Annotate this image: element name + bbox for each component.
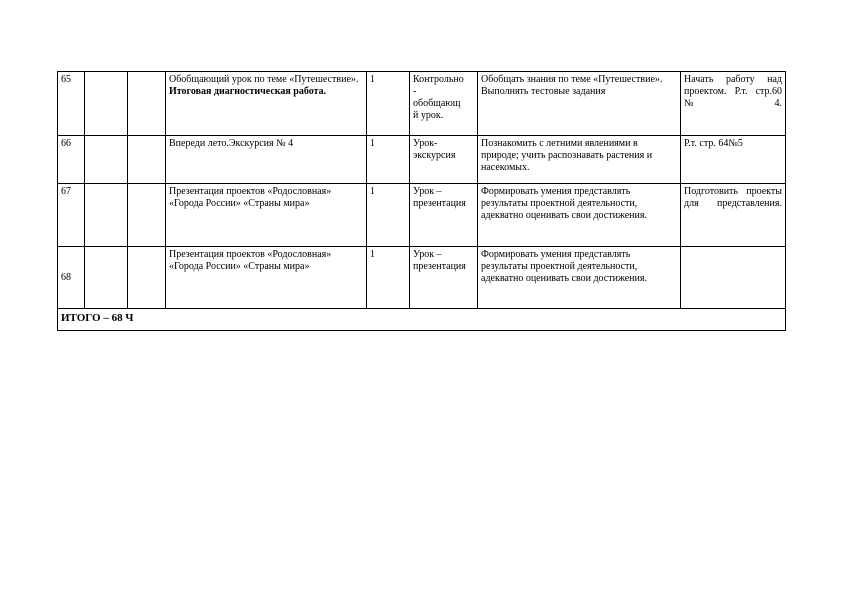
lesson-topic: Презентация проектов «Родословная» «Города России» «Страны мира» <box>166 247 367 309</box>
lesson-plan-table <box>57 71 786 331</box>
table-row <box>58 136 786 184</box>
topic-bold-text: Итоговая диагностическая работа. <box>169 86 327 97</box>
table-row <box>58 184 786 247</box>
lesson-homework: Начать работу над проектом. Р.т. стр.60 №4. <box>681 72 786 136</box>
lesson-number: 65 <box>58 72 85 136</box>
type-line: Урок- <box>413 138 438 149</box>
empty-cell <box>128 184 166 247</box>
lesson-type <box>410 136 478 184</box>
lesson-homework <box>681 247 786 309</box>
empty-cell <box>128 247 166 309</box>
lesson-topic: Презентация проектов «Родословная» «Города России» «Страны мира» <box>166 184 367 247</box>
total-row <box>58 309 786 331</box>
lesson-homework: Р.т. стр. 64№5 <box>681 136 786 184</box>
lesson-homework: Подготовить проекты для представления. <box>681 184 786 247</box>
lesson-number: 68 <box>58 247 85 309</box>
lesson-hours: 1 <box>367 247 410 309</box>
lesson-type <box>410 184 478 247</box>
lesson-hours: 1 <box>367 72 410 136</box>
table-row <box>58 72 786 136</box>
lesson-content: Формировать умения представлять результаты проектной деятельности, адекватно оценивать свои достижения. <box>478 184 681 247</box>
lesson-hours: 1 <box>367 184 410 247</box>
lesson-type <box>410 72 478 136</box>
type-line: - <box>413 86 417 97</box>
lesson-content: Обобщать знания по теме «Путешествие». Выполнять тестовые задания <box>478 72 681 136</box>
empty-cell <box>85 184 128 247</box>
table-row <box>58 247 786 309</box>
type-line: презентация <box>413 198 466 209</box>
type-line: обобщающ <box>413 98 461 109</box>
empty-cell <box>85 247 128 309</box>
lesson-content: Познакомить с летними явлениями в природе; учить распознавать растения и насекомых. <box>478 136 681 184</box>
lesson-number: 67 <box>58 184 85 247</box>
lesson-type <box>410 247 478 309</box>
empty-cell <box>128 72 166 136</box>
empty-cell <box>85 72 128 136</box>
type-line: экскурсия <box>413 150 456 161</box>
lesson-content: Формировать умения представлять результаты проектной деятельности, адекватно оценивать свои достижения. <box>478 247 681 309</box>
total-hours: ИТОГО – 68 Ч <box>58 309 786 331</box>
lesson-topic <box>166 136 367 184</box>
topic-text: Впереди лето.Экскурсия № 4 <box>169 138 294 149</box>
type-line: Урок – <box>413 186 442 197</box>
lesson-number: 66 <box>58 136 85 184</box>
type-line: Контрольно <box>413 74 464 85</box>
lesson-topic <box>166 72 367 136</box>
empty-cell <box>85 136 128 184</box>
type-line: Урок – <box>413 249 442 260</box>
empty-cell <box>128 136 166 184</box>
topic-text: Обобщающий урок по теме «Путешествие». <box>169 74 359 85</box>
lesson-hours: 1 <box>367 136 410 184</box>
type-line: презентация <box>413 261 466 272</box>
type-line: й урок. <box>413 110 444 121</box>
